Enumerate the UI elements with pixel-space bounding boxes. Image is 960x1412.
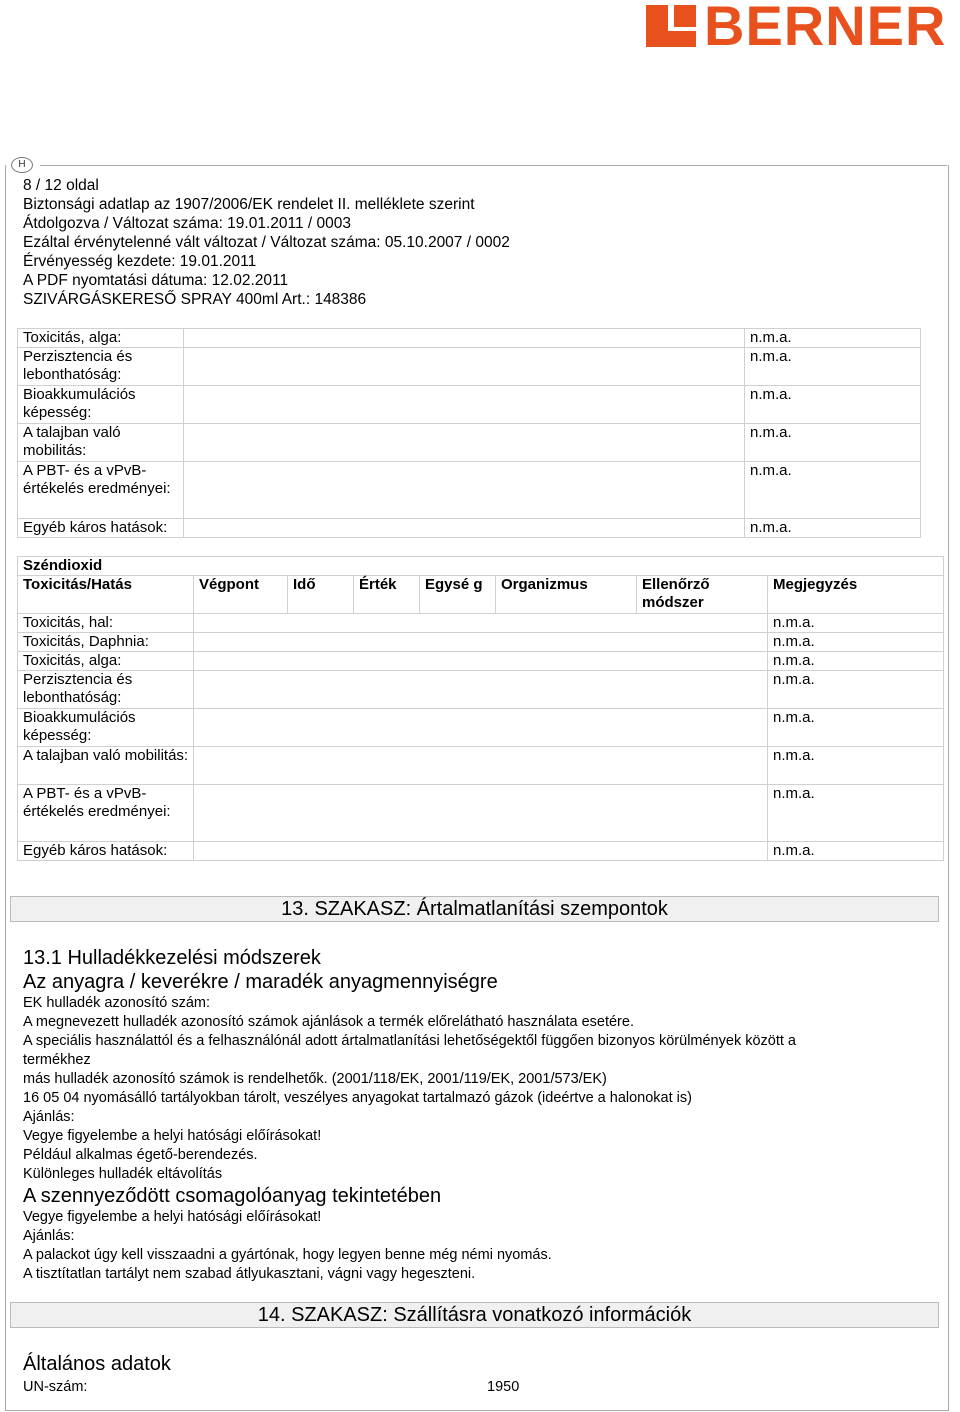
section-13-body	[23, 946, 796, 1284]
general-data-heading: Általános adatok	[23, 1353, 171, 1375]
table-row-label: Perzisztencia és lebonthatóság:	[18, 348, 184, 386]
table-cell-empty	[184, 424, 745, 462]
column-header: Ellenőrző módszer	[637, 576, 768, 614]
un-number-value-wrap	[487, 1378, 519, 1397]
body-line: A speciális használattól és a felhasználónál adott ártalmatlanítási lehetőségektől függően bizonyos körülmények között a	[23, 1033, 796, 1049]
berner-logo	[646, 0, 954, 57]
body-line: termékhez	[23, 1052, 91, 1068]
body-line: Ajánlás:	[23, 1228, 75, 1244]
table-row-label: A PBT- és a vPvB-értékelés eredményei:	[18, 785, 194, 842]
section-13-header	[10, 896, 939, 922]
table-cell-empty	[194, 671, 768, 709]
table-row-label: Bioakkumulációs képesség:	[18, 386, 184, 424]
table-cell-empty	[194, 709, 768, 747]
un-number-value: 1950	[487, 1379, 520, 1395]
berner-logo-text: BERNER	[704, 0, 947, 57]
page-number: 8 / 12 oldal	[23, 177, 99, 194]
table-row-label: Egyéb káros hatások:	[18, 842, 194, 861]
table-cell-empty	[194, 633, 768, 652]
ecotox-table-1	[17, 328, 921, 538]
table-row-label: Toxicitás, alga:	[18, 652, 194, 671]
column-header: Érték	[354, 576, 420, 614]
table-row-label: A PBT- és a vPvB-értékelés eredményei:	[18, 462, 184, 519]
table-row-value: n.m.a.	[768, 842, 944, 861]
column-header: Toxicitás/Hatás	[18, 576, 194, 614]
body-line: Különleges hulladék eltávolítás	[23, 1166, 223, 1182]
column-header: Idő	[288, 576, 354, 614]
subsection-contaminated-packaging: A szennyeződött csomagolóanyag tekintetében	[23, 1185, 442, 1207]
berner-logo-mark	[646, 5, 696, 47]
substance-title: Széndioxid	[18, 557, 944, 576]
table-cell-empty	[184, 386, 745, 424]
body-line: A megnevezett hulladék azonosító számok ajánlások a termék előrelátható használata esetére.	[23, 1014, 634, 1030]
table-row-value: n.m.a.	[745, 386, 921, 424]
body-line: EK hulladék azonosító szám:	[23, 995, 210, 1011]
body-line: Például alkalmas égető-berendezés.	[23, 1147, 258, 1163]
table-cell-empty	[194, 652, 768, 671]
table-row-value: n.m.a.	[768, 709, 944, 747]
table-row-label: Toxicitás, Daphnia:	[18, 633, 194, 652]
document-header	[23, 176, 510, 309]
superseded-line: Ezáltal érvénytelenné vált változat / Változat száma: 05.10.2007 / 0002	[23, 234, 510, 251]
section-14-header	[10, 1302, 939, 1328]
body-line: 16 05 04 nyomásálló tartályokban tárolt, veszélyes anyagokat tartalmazó gázok (ideértve a halonokat is)	[23, 1090, 692, 1106]
table-cell-empty	[184, 462, 745, 519]
regulation-line: Biztonsági adatlap az 1907/2006/EK rendelet II. melléklete szerint	[23, 196, 475, 213]
body-line: A palackot úgy kell visszaadni a gyártónak, hogy legyen benne még némi nyomás.	[23, 1247, 552, 1263]
table-row-label: A talajban való mobilitás:	[18, 747, 194, 785]
product-line: SZIVÁRGÁSKERESŐ SPRAY 400ml Art.: 148386	[23, 291, 367, 308]
section-14-body	[23, 1352, 171, 1376]
table-row-label: Egyéb káros hatások:	[18, 519, 184, 538]
table-row-value: n.m.a.	[745, 519, 921, 538]
body-line: más hulladék azonosító számok is rendelhetők. (2001/118/EK, 2001/119/EK, 2001/573/EK)	[23, 1071, 607, 1087]
column-header: Megjegyzés	[768, 576, 944, 614]
un-number-label: UN-szám:	[23, 1379, 88, 1395]
table-row-label: A talajban való mobilitás:	[18, 424, 184, 462]
table-cell-empty	[184, 519, 745, 538]
table-row-label: Toxicitás, alga:	[18, 329, 184, 348]
circle-h-mark: H	[11, 157, 33, 173]
table-row-value: n.m.a.	[745, 329, 921, 348]
table-row-value: n.m.a.	[745, 424, 921, 462]
table-row-label: Perzisztencia és lebonthatóság:	[18, 671, 194, 709]
subsection-waste-methods: 13.1 Hulladékkezelési módszerek	[23, 947, 321, 969]
table-cell-empty	[194, 614, 768, 633]
body-line: Vegye figyelembe a helyi hatósági előírásokat!	[23, 1128, 322, 1144]
table-row-value: n.m.a.	[768, 671, 944, 709]
table-row-value: n.m.a.	[768, 614, 944, 633]
table-row-value: n.m.a.	[768, 785, 944, 842]
table-row-value: n.m.a.	[768, 633, 944, 652]
table-row-value: n.m.a.	[745, 348, 921, 386]
table-row-label: Bioakkumulációs képesség:	[18, 709, 194, 747]
un-number-row	[23, 1378, 87, 1397]
table-cell-empty	[194, 842, 768, 861]
table-cell-empty	[184, 329, 745, 348]
table-cell-empty	[194, 785, 768, 842]
section-13-title: 13. SZAKASZ: Ártalmatlanítási szempontok	[281, 898, 668, 920]
column-header: Végpont	[194, 576, 288, 614]
body-line: A tisztítatlan tartályt nem szabad átlyukasztani, vágni vagy hegeszteni.	[23, 1266, 476, 1282]
table-row-label: Toxicitás, hal:	[18, 614, 194, 633]
table-row-value: n.m.a.	[745, 462, 921, 519]
pdf-date-line: A PDF nyomtatási dátuma: 12.02.2011	[23, 272, 289, 289]
subsection-substance-residue: Az anyagra / keverékre / maradék anyagmennyiségre	[23, 971, 498, 993]
body-line: Ajánlás:	[23, 1109, 75, 1125]
body-line: Vegye figyelembe a helyi hatósági előírásokat!	[23, 1209, 322, 1225]
ecotox-table-carbon-dioxide	[17, 556, 944, 861]
table-cell-empty	[194, 747, 768, 785]
column-header: Organizmus	[496, 576, 637, 614]
valid-from-line: Érvényesség kezdete: 19.01.2011	[23, 253, 257, 270]
section-14-title: 14. SZAKASZ: Szállításra vonatkozó információk	[257, 1304, 692, 1326]
table-row-value: n.m.a.	[768, 652, 944, 671]
table-row-value: n.m.a.	[768, 747, 944, 785]
revision-line: Átdolgozva / Változat száma: 19.01.2011 / 0003	[23, 215, 352, 232]
table-cell-empty	[184, 348, 745, 386]
column-header: Egysé g	[420, 576, 496, 614]
